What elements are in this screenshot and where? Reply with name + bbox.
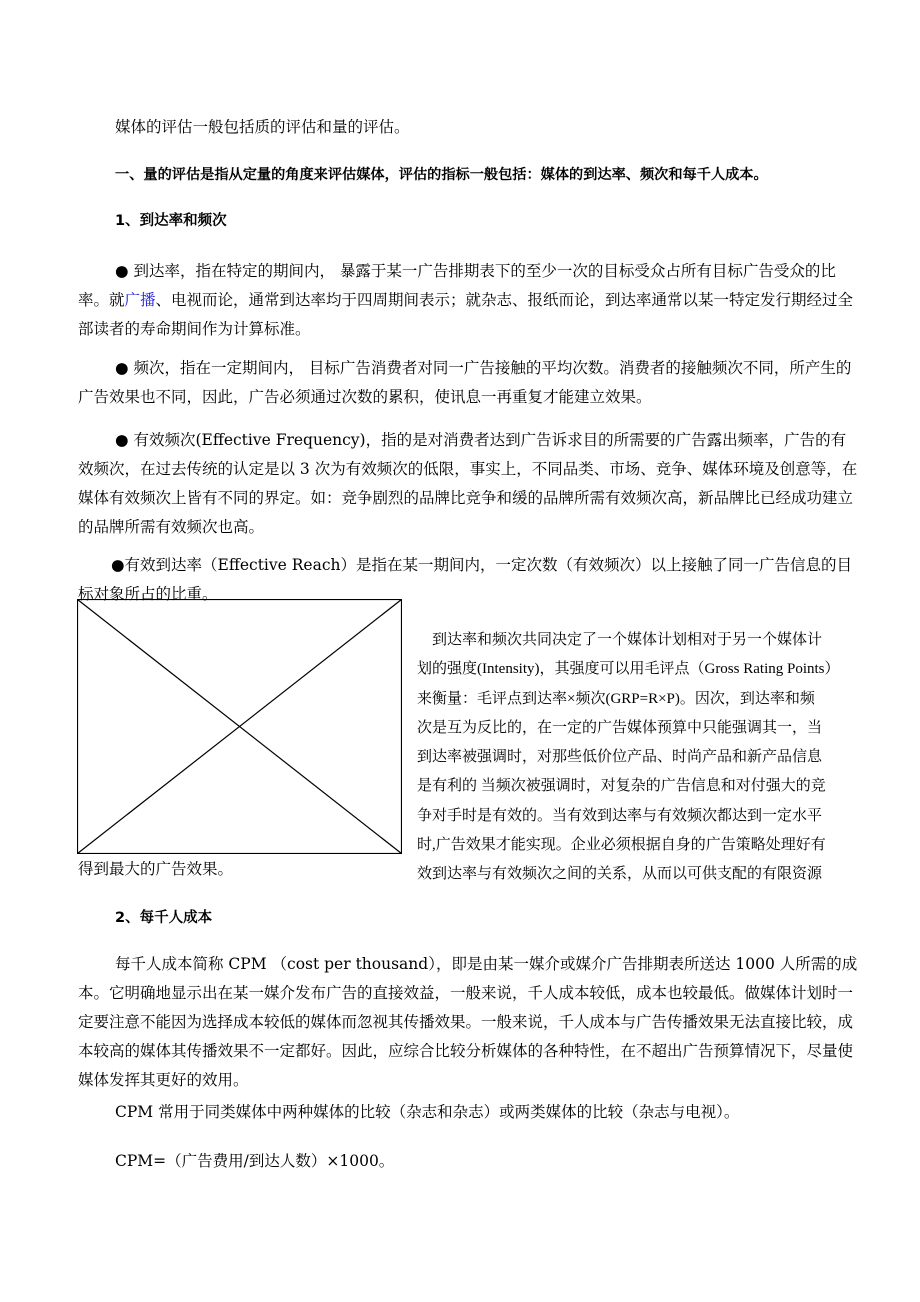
side-line: 争对手时是有效的。当有效到达率与有效频次都达到一定水平 <box>417 807 823 824</box>
side-paragraph-intensity <box>417 626 857 890</box>
paragraph-cpm: 每千人成本简称 CPM （cost per thousand），即是由某一媒介或媒介广告排期表所送达 1000 人所需的成本。它明确地显示出在某一媒介发布广告的直接效益，一般来说，千人成本较低，成本也较最低。做媒体计划时一定要注意不能因为选择成本较低的媒体而忽视其传播效果。一般来说，千人成本与广告传播效果无法直接比较，成本较高的媒体其传播效果不一定都好。因此，应综合比较分析媒体的各种特性，在不超出广告预算情况下，尽量使媒体发挥其更好的效用。 <box>78 955 858 1089</box>
paragraph-cpm-formula: CPM=（广告费用/到达人数）×1000。 <box>115 1152 395 1170</box>
side-line: 效到达率与有效频次之间的关系，从而以可供支配的有限资源 <box>417 866 823 883</box>
paragraph-reach <box>78 257 858 344</box>
reach-text-b: 、电视而论，通常到达率均于四周期间表示；就杂志、报纸而论，到达率通常以某一特定发行期经过全部读者的寿命期间作为计算标准。 <box>78 291 854 338</box>
side-line: 次是互为反比的，在一定的广告媒体预算中只能强调其一，当 <box>417 719 823 736</box>
paragraph-frequency: ● 频次，指在一定期间内， 目标广告消费者对同一广告接触的平均次数。消费者的接触频次不同，所产生的广告效果也不同，因此，广告必须通过次数的累积，使讯息一再重复才能建立效果。 <box>78 359 852 406</box>
paragraph-cpm-usage: CPM 常用于同类媒体中两种媒体的比较（杂志和杂志）或两类媒体的比较（杂志与电视）。 <box>115 1103 740 1121</box>
side-line: 是有利的 当频次被强调时，对复杂的广告信息和对付强大的竞 <box>417 778 826 795</box>
side-paragraph-tail: 得到最大的广告效果。 <box>78 860 234 878</box>
intro-paragraph: 媒体的评估一般包括质的评估和量的评估。 <box>115 118 410 136</box>
side-line: 时,广告效果才能实现。企业必须根据自身的广告策略处理好有 <box>417 837 826 854</box>
broadcast-link[interactable]: 广播 <box>124 291 156 309</box>
paragraph-effective-frequency: ● 有效频次(Effective Frequency)，指的是对消费者达到广告诉求目的所需要的广告露出频率，广告的有效频次，在过去传统的认定是以 3 次为有效频次的低限，事实上，不同品类、市场、竞争、媒体环境及创意等，在媒体有效频次上皆有不同的界定。如：竞争剧烈的品牌比竞争和缓的品牌所需有效频次高，新品牌比已经成功建立的品牌所需有效频次也高。 <box>78 431 858 536</box>
side-line: 到达率和频次共同决定了一个媒体计划相对于另一个媒体计 <box>417 632 823 648</box>
side-line: 划的强度(Intensity)，其强度可以用毛评点（Gross Rating Points） <box>417 661 840 678</box>
side-line: 来衡量：毛评点到达率×频次(GRP=R×P)。因次，到达率和频 <box>417 690 815 707</box>
subheading-reach-frequency: 1、到达率和频次 <box>115 213 227 229</box>
section-heading-quantitative: 一、量的评估是指从定量的角度来评估媒体，评估的指标一般包括：媒体的到达率、频次和每千人成本。 <box>115 167 768 183</box>
paragraph-effective-reach: ●有效到达率（Effective Reach）是指在某一期间内，一定次数（有效频次）以上接触了同一广告信息的目标对象所占的比重。 <box>78 556 852 603</box>
side-line: 到达率被强调时，对那些低价位产品、时尚产品和新产品信息 <box>417 749 823 766</box>
subheading-cpm: 2、每千人成本 <box>115 910 213 926</box>
image-placeholder <box>77 599 402 854</box>
reach-text-a: ● 到达率，指在特定的期间内， 暴露于某一广告排期表下的至少一次的目标受众占所有目标广告受众的比率。就 <box>78 262 836 309</box>
